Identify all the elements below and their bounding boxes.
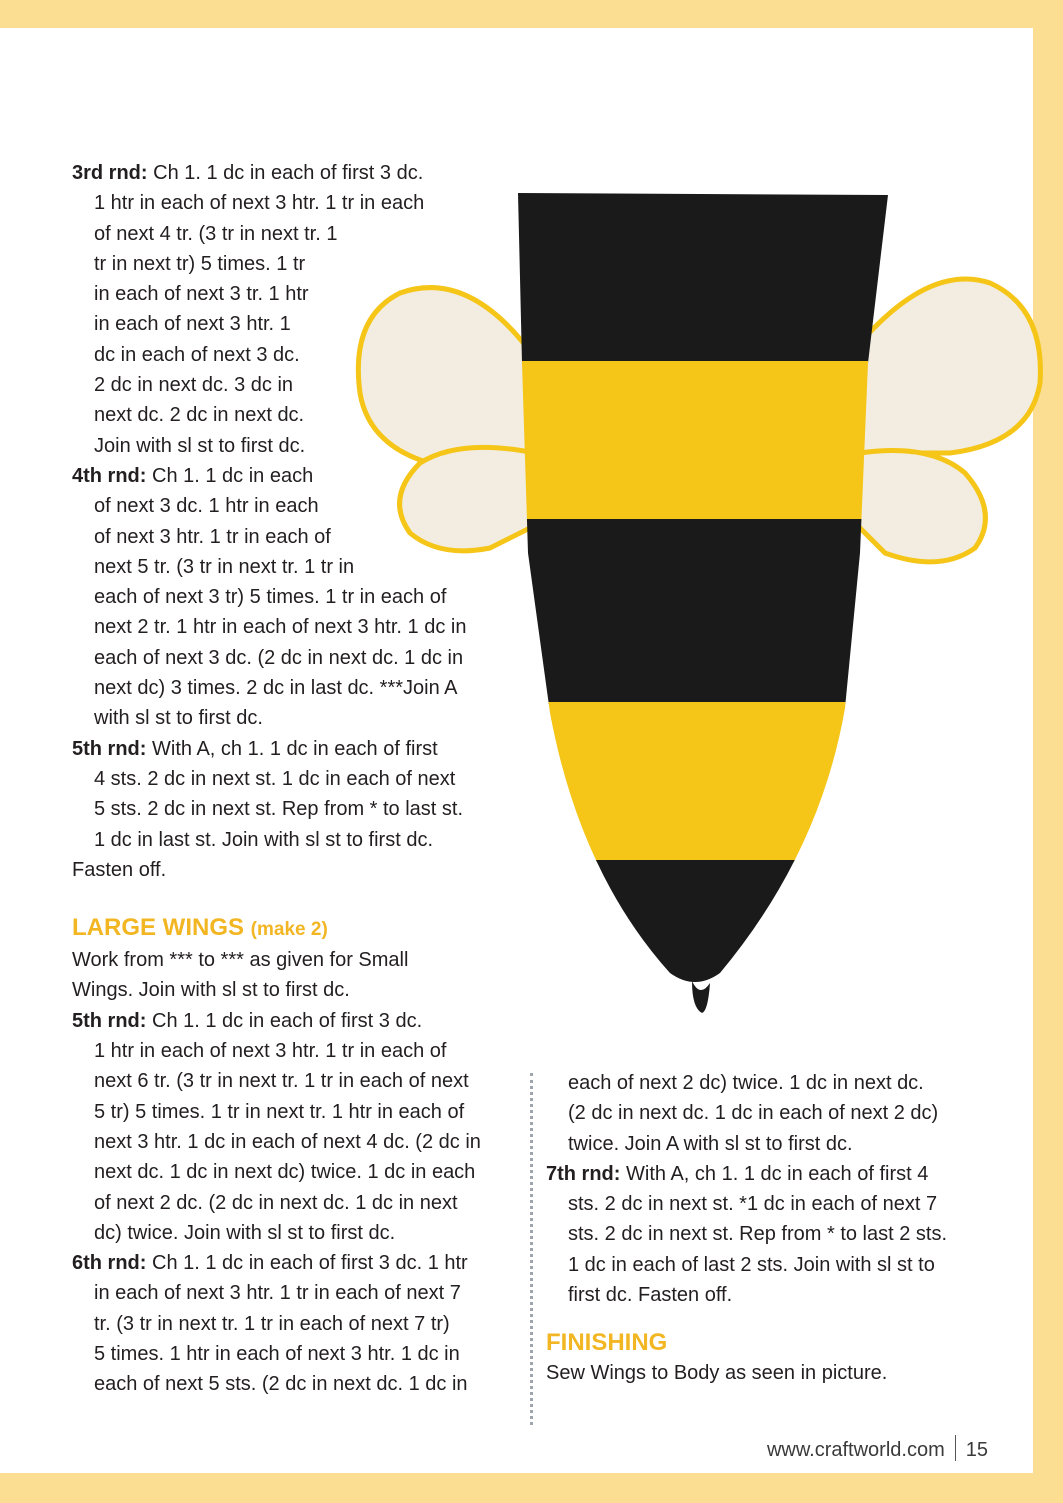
- pattern-line: [72, 825, 542, 855]
- pattern-line: [72, 1309, 542, 1339]
- page: [0, 28, 1033, 1473]
- page-number: 15: [965, 1439, 988, 1461]
- pattern-line: [72, 703, 542, 733]
- finishing-text: Sew Wings to Body as seen in picture.: [546, 1362, 888, 1385]
- pattern-line: [72, 370, 542, 400]
- line-text: next dc. 1 dc in next dc) twice. 1 dc in each: [94, 1161, 476, 1184]
- pattern-line: each of next 2 dc) twice. 1 dc in next dc.: [568, 1072, 924, 1094]
- round-6-continued: [546, 1068, 1016, 1159]
- line-text: each of next 5 sts. (2 dc in next dc. 1 dc in: [94, 1373, 468, 1396]
- large-wings-heading: [72, 913, 542, 945]
- wing-round-6: [72, 1248, 542, 1399]
- page-footer: [767, 1435, 988, 1462]
- round-4: [72, 461, 542, 734]
- line-text: With A, ch 1. 1 dc in each of first: [152, 737, 438, 760]
- pattern-line: [72, 1339, 542, 1369]
- line-text: next 2 tr. 1 htr in each of next 3 htr. 1 dc in: [94, 616, 467, 639]
- heading-text: LARGE WINGS: [72, 914, 244, 942]
- line-text: next 3 htr. 1 dc in each of next 4 dc. (2 dc in: [94, 1130, 481, 1153]
- pattern-line: [72, 1066, 542, 1096]
- line-text: tr in next tr) 5 times. 1 tr: [94, 252, 306, 275]
- footer-url[interactable]: www.craftworld.com: [766, 1439, 945, 1461]
- finishing-heading: FINISHING: [546, 1329, 668, 1357]
- line-text: next 5 tr. (3 tr in next tr. 1 tr in: [94, 555, 355, 578]
- line-text: 5 times. 1 htr in each of next 3 htr. 1 dc in: [94, 1342, 460, 1365]
- line-text: of next 3 htr. 1 tr in each of: [94, 525, 331, 548]
- line-text: Ch 1. 1 dc in each of first 3 dc. 1 htr: [152, 1252, 468, 1275]
- wing-round-5: [72, 1006, 542, 1248]
- pattern-line: [72, 734, 542, 764]
- round-3: [72, 158, 542, 461]
- line-text: 2 dc in next dc. 3 dc in: [94, 374, 294, 397]
- line-text: dc in each of next 3 dc.: [94, 343, 300, 366]
- pattern-line: [72, 340, 542, 370]
- pattern-line: [72, 1218, 542, 1248]
- pattern-line: [72, 522, 542, 552]
- line-text: sts. 2 dc in next st. Rep from * to last 2 sts.: [568, 1223, 948, 1246]
- round-7-lines: [546, 1159, 1016, 1310]
- line-text: 4 sts. 2 dc in next st. 1 dc in each of next: [94, 767, 456, 790]
- pattern-line: [72, 1188, 542, 1218]
- footer-separator: [955, 1435, 956, 1461]
- line-text: With A, ch 1. 1 dc in each of first 4: [626, 1162, 929, 1185]
- line-text: Ch 1. 1 dc in each: [152, 464, 314, 487]
- pattern-line: (2 dc in next dc. 1 dc in each of next 2 dc): [568, 1102, 939, 1125]
- pattern-line: [72, 673, 542, 703]
- pattern-line: [546, 1159, 1016, 1189]
- line-text: each of next 3 tr) 5 times. 1 tr in each of: [94, 586, 447, 609]
- round-label: 5th rnd:: [72, 737, 147, 760]
- pattern-line: [546, 1219, 1016, 1249]
- line-text: in each of next 3 htr. 1: [94, 313, 291, 336]
- pattern-line: [72, 158, 542, 188]
- pattern-left-column: [72, 158, 542, 1400]
- pattern-line: [72, 188, 542, 218]
- pattern-line: [72, 582, 542, 612]
- intro-line: Work from *** to *** as given for Small: [72, 949, 409, 972]
- right-small-wing: [855, 451, 985, 562]
- round-label: 4th rnd:: [72, 464, 147, 487]
- pattern-line: [72, 1248, 542, 1278]
- line-text: each of next 3 dc. (2 dc in next dc. 1 dc in: [94, 646, 464, 669]
- right-large-wing: [860, 279, 1040, 453]
- line-text: in each of next 3 htr. 1 tr in each of next 7: [94, 1282, 461, 1305]
- line-text: Ch 1. 1 dc in each of first 3 dc.: [152, 1009, 423, 1032]
- pattern-line: [72, 643, 542, 673]
- line-text: next dc. 2 dc in next dc.: [94, 404, 305, 427]
- round-7: [546, 1159, 1016, 1310]
- pattern-right-column: [546, 1068, 1016, 1389]
- round-label: 6th rnd:: [72, 1252, 147, 1275]
- pattern-line: [72, 1036, 542, 1066]
- pattern-line: [72, 219, 542, 249]
- line-text: Fasten off.: [72, 858, 167, 881]
- pattern-line: [72, 1127, 542, 1157]
- line-text: of next 2 dc. (2 dc in next dc. 1 dc in next: [94, 1191, 458, 1214]
- line-text: next 6 tr. (3 tr in next tr. 1 tr in each of next: [94, 1070, 469, 1093]
- column-divider: [530, 1073, 533, 1425]
- intro-line: Wings. Join with sl st to first dc.: [72, 979, 350, 1002]
- pattern-line: [72, 794, 542, 824]
- line-text: in each of next 3 tr. 1 htr: [94, 283, 309, 306]
- line-text: dc) twice. Join with sl st to first dc.: [94, 1221, 396, 1244]
- round-5: [72, 734, 542, 885]
- line-text: 5 tr) 5 times. 1 tr in next tr. 1 htr in each of: [94, 1100, 465, 1123]
- round-label: 5th rnd:: [72, 1009, 147, 1032]
- line-text: first dc. Fasten off.: [568, 1284, 733, 1307]
- pattern-line: [72, 855, 542, 885]
- pattern-line: [546, 1250, 1016, 1280]
- pattern-line: [72, 491, 542, 521]
- line-text: Join with sl st to first dc.: [94, 434, 306, 457]
- heading-sub: (make 2): [250, 919, 328, 941]
- pattern-line: [72, 612, 542, 642]
- line-text: of next 4 tr. (3 tr in next tr. 1: [94, 222, 338, 245]
- pattern-line: [72, 1369, 542, 1399]
- line-text: 5 sts. 2 dc in next st. Rep from * to last st.: [94, 798, 464, 821]
- line-text: 1 htr in each of next 3 htr. 1 tr in each: [94, 192, 425, 215]
- pattern-line: [72, 309, 542, 339]
- pattern-line: twice. Join A with sl st to first dc.: [568, 1132, 853, 1155]
- line-text: next dc) 3 times. 2 dc in last dc. ***Join A: [94, 677, 458, 700]
- pattern-line: [72, 249, 542, 279]
- line-text: Ch 1. 1 dc in each of first 3 dc.: [153, 162, 424, 184]
- round-label: 3rd rnd:: [72, 162, 148, 184]
- pattern-line: [72, 400, 542, 430]
- pattern-line: [72, 279, 542, 309]
- pattern-line: [72, 431, 542, 461]
- pattern-line: [72, 1157, 542, 1187]
- line-text: sts. 2 dc in next st. *1 dc in each of next 7: [568, 1193, 938, 1216]
- pattern-line: [72, 461, 542, 491]
- pattern-line: [546, 1280, 1016, 1310]
- line-text: with sl st to first dc.: [94, 707, 263, 730]
- line-text: tr. (3 tr in next tr. 1 tr in each of next 7 tr): [94, 1312, 450, 1335]
- pattern-line: [72, 764, 542, 794]
- line-text: 1 dc in last st. Join with sl st to first dc.: [94, 828, 434, 851]
- pattern-line: [72, 1097, 542, 1127]
- line-text: 1 htr in each of next 3 htr. 1 tr in each of: [94, 1040, 447, 1063]
- round-label: 7th rnd:: [546, 1162, 621, 1185]
- pattern-line: [72, 552, 542, 582]
- pattern-line: [72, 1278, 542, 1308]
- pattern-line: [72, 1006, 542, 1036]
- line-text: 1 dc in each of last 2 sts. Join with sl st to: [568, 1253, 935, 1276]
- line-text: of next 3 dc. 1 htr in each: [94, 495, 319, 518]
- pattern-line: [546, 1189, 1016, 1219]
- bee-stinger: [692, 981, 710, 1013]
